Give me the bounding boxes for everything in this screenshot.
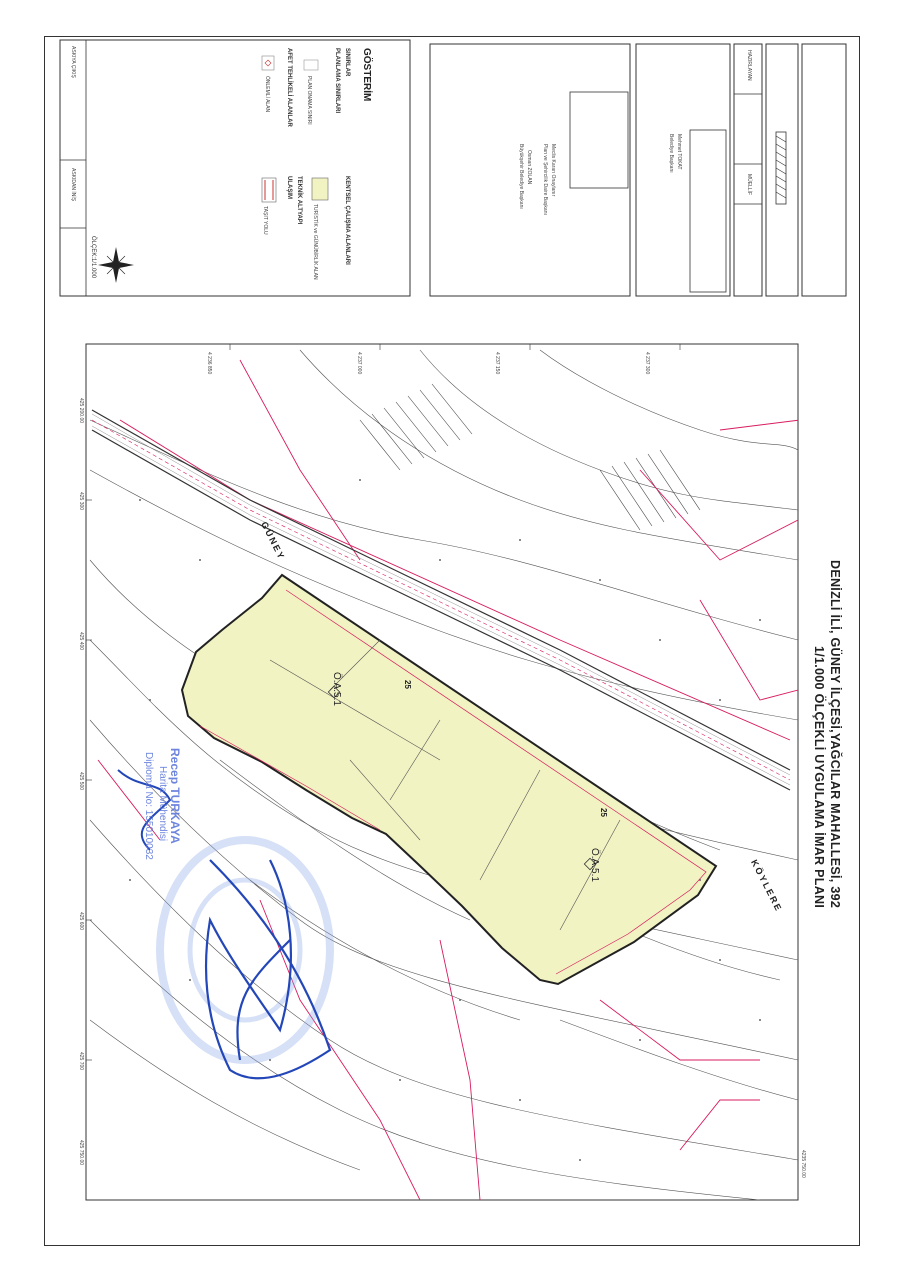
council-line-2: Plan ve Şehircilik Daire Başkanı <box>542 144 548 215</box>
plan-title-line-1: DENİZLİ İLİ, GÜNEY İLÇESİ,YAĞCILAR MAHALLESİ, 392 <box>828 560 842 909</box>
side-label-2: ASKIDAN İNİŞ <box>70 168 76 202</box>
coord-top-4: 4 237 300 <box>644 352 650 375</box>
zone-label-1: Ö.A.5.1 <box>331 672 342 706</box>
legend-tech-infra: TEKNİK ALTYAPI <box>296 176 302 225</box>
plan-title-line-2: 1/1.000 ÖLÇEKLİ UYGULAMA İMAR PLANI <box>812 646 826 909</box>
legend-boundaries: SINIRLAR <box>344 48 350 77</box>
stamp-diploma: Diploma No: 155010032 <box>143 752 154 860</box>
mayor-title: Belediye Başkanı <box>668 134 674 173</box>
col-author: MÜELLİF <box>746 174 752 196</box>
legend-transport: ULAŞIM <box>286 176 292 199</box>
legend-plan-boundary-item: PLAN ONAMA SINIRI <box>306 76 312 125</box>
legend-planning-boundaries: PLANLAMA SINIRLARI <box>334 48 340 114</box>
coord-side-6: 425 750.00 <box>78 1140 84 1166</box>
council-name: Osman ZOLAN <box>526 150 532 185</box>
legend-disaster-item: ÖNLEMLİ ALAN <box>264 76 270 113</box>
coord-side-4: 425 600 <box>78 912 84 931</box>
legend-disaster: AFET TEHLİKELİ ALANLAR <box>286 48 292 127</box>
legend-urban: KENTSEL ÇALIŞMA ALANLARI <box>344 176 350 265</box>
mayor-name: Mehmet TOKAT <box>676 134 682 170</box>
coord-side-3: 425 500 <box>78 772 84 791</box>
stamp-role: Harita Mühendisi <box>157 766 168 842</box>
coord-top-3: 4 237 150 <box>494 352 500 375</box>
council-title: Büyükşehir Belediye Başkanı <box>518 144 524 209</box>
legend-scale: ÖLÇEK:1/1.000 <box>90 236 96 279</box>
coord-side-1: 425 300 <box>78 492 84 511</box>
road-label-2: KÖYLERE <box>749 858 785 914</box>
side-label-1: ASKIYA ÇIKIŞ <box>70 46 76 78</box>
sheet-id: 4235 750.00 <box>800 1150 806 1178</box>
legend-urban-item: TURİSTİK ve GÜNÜBİRLİK ALAN <box>312 204 318 280</box>
stamp-name: Recep TURKAYA <box>168 748 182 844</box>
coord-top-1: 4 236 850 <box>206 352 212 375</box>
coord-top-2: 4 237 000 <box>356 352 362 375</box>
road-width-2: 25 <box>599 808 608 817</box>
legend-heading: GÖSTERİM <box>361 48 372 102</box>
col-prepared: HAZIRLAYAN <box>746 50 752 81</box>
coord-side-2: 425 400 <box>78 632 84 651</box>
council-line-1: Meclis Kararı Onaylanır <box>550 144 556 197</box>
coord-side-5: 425 700 <box>78 1052 84 1071</box>
coord-side-0: 425 200.00 <box>78 398 84 424</box>
legend-road-item: TAŞIT YOLU <box>262 206 268 235</box>
road-width-1: 25 <box>403 680 412 689</box>
road-label-1: GÜNEY <box>259 520 288 562</box>
zone-label-2: Ö.A.5.1 <box>589 848 600 882</box>
